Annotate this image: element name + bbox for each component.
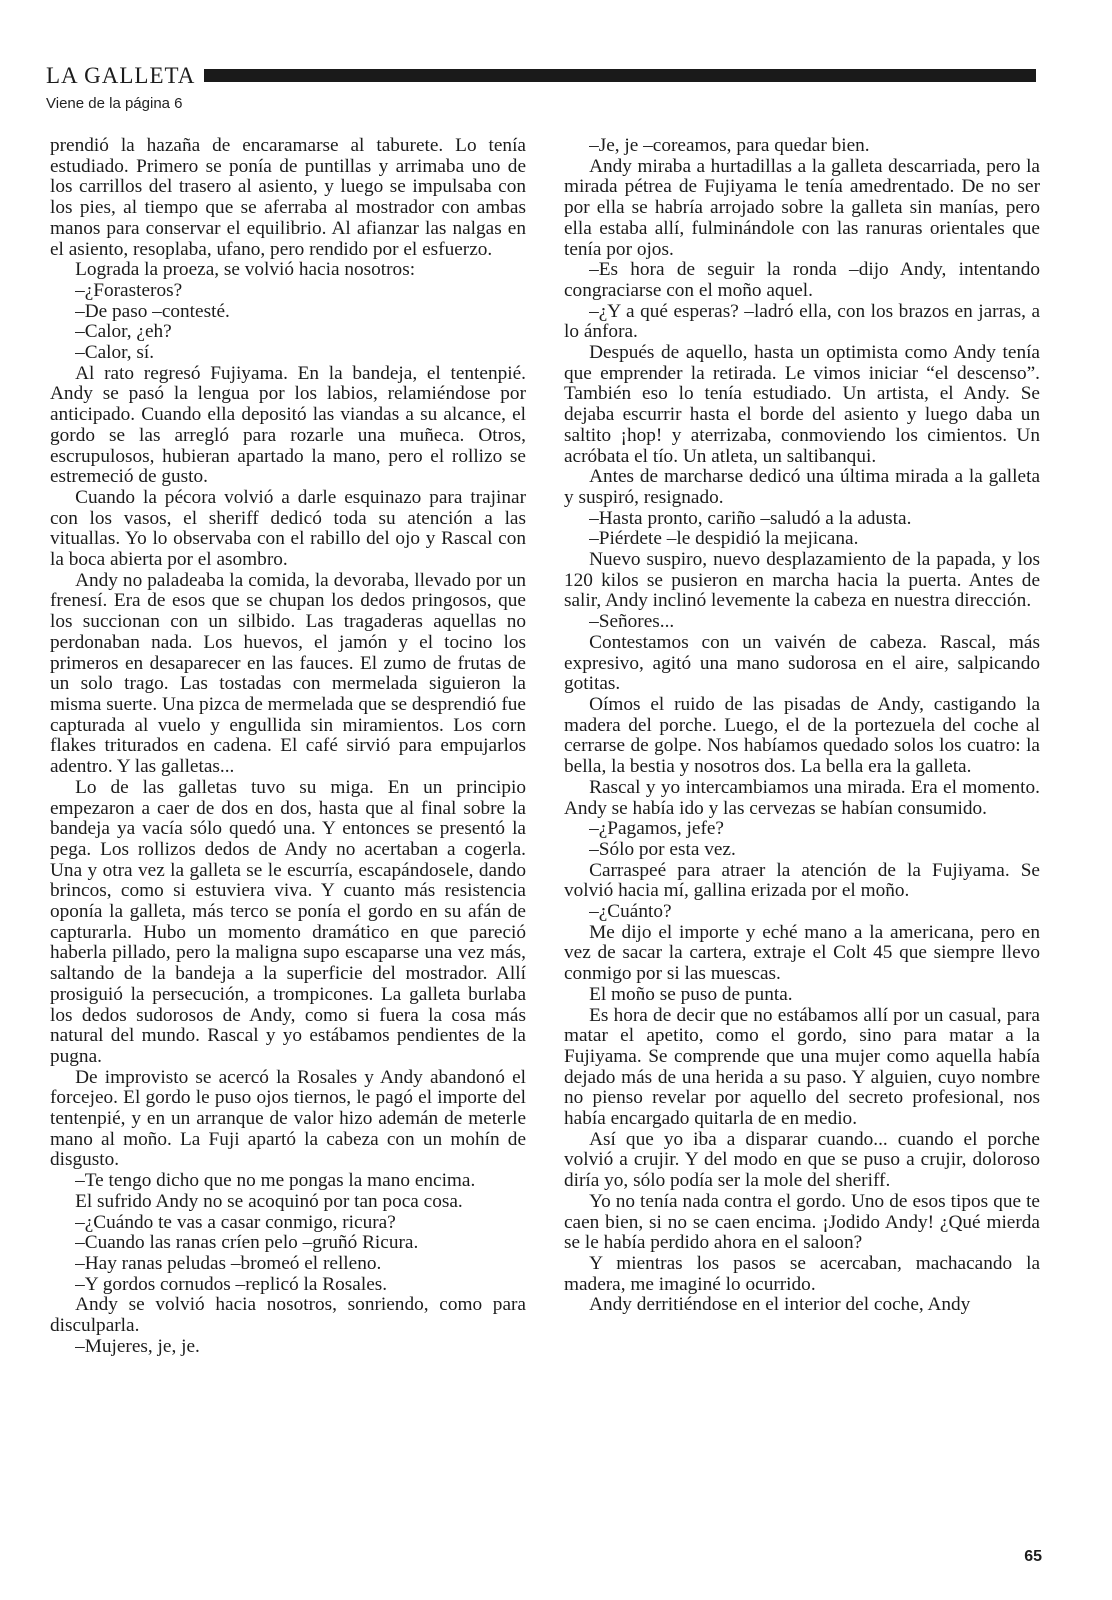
- paragraph: Cuando la pécora volvió a darle esquinazo para trajinar con los vasos, el sheriff dedicó toda su atención a las vituallas. Yo lo observaba con el rabillo del ojo y Rascal con la boca abierta por el asombro.: [50, 486, 526, 571]
- paragraph: –Piérdete –le despidió la mejicana.: [589, 528, 859, 550]
- paragraph: Después de aquello, hasta un optimista como Andy tenía que emprender la retirada. Le vimos iniciar “el descenso”. También eso lo tenía estudiado. Un artista, el Andy. Se dejaba escurrir hasta el borde del asiento y luego daba un saltito ¡hop! y aterrizaba, conmoviendo los cimientos. Un acróbata el tío. Un atleta, un saltibanqui.: [564, 342, 1040, 467]
- paragraph: Andy no paladeaba la comida, la devoraba, llevado por un frenesí. Era de esos que se chupan los dedos pringosos, que los succionan con un silbido. Las tragaderas aquellas no perdonaban nada. Los huevos, el jamón y el tocino los primeros en desaparecer en las fauces. El zumo de frutas de un solo trago. Las tostadas con mermelada siguieron la misma suerte. Una pizca de mermelada que se desprendió fue capturada al vuelo y engullida sin miramientos. Los corn flakes triturados en cadena. El café sirvió para empujarlos adentro. Y las galletas...: [50, 569, 526, 778]
- paragraph: Nuevo suspiro, nuevo desplazamiento de la papada, y los 120 kilos se pusieron en marcha hacia la puerta. Antes de salir, Andy inclinó levemente la cabeza en nuestra dirección.: [564, 549, 1040, 612]
- paragraph: –¿Cuándo te vas a casar conmigo, ricura?: [75, 1211, 396, 1233]
- paragraph: De improvisto se acercó la Rosales y Andy abandonó el forcejeo. El gordo le puso ojos tiernos, le pagó el importe del tentenpié, y en un arranque de valor hizo ademán de meterle mano al moño. La Fuji apartó la cabeza con un mohín de disgusto.: [50, 1066, 526, 1171]
- paragraph: –Mujeres, je, je.: [75, 1335, 200, 1357]
- paragraph: Contestamos con un vaivén de cabeza. Rascal, más expresivo, agitó una mano sudorosa en el aire, salpicando gotitas.: [564, 631, 1040, 695]
- paragraph: –Calor, ¿eh?: [75, 321, 172, 343]
- paragraph: Andy se volvió hacia nosotros, sonriendo, como para disculparla.: [50, 1294, 526, 1337]
- paragraph: –¿Cuánto?: [589, 901, 672, 923]
- paragraph: –¿Pagamos, jefe?: [589, 818, 724, 840]
- text-column-right: [564, 136, 1040, 1316]
- paragraph: Es hora de decir que no estábamos allí por un casual, para matar el apetito, como el gordo, sino para matar a la Fujiyama. Se comprende que una mujer como aquella había dejado más de una herida a su paso. Y alguien, cuyo nombre no pienso revelar por aquello del secreto profesional, nos había encargado quitarla de en medio.: [564, 1004, 1040, 1130]
- paragraph: Así que yo iba a disparar cuando... cuando el porche volvió a crujir. Y del modo en que se puso a crujir, doloroso diría yo, sólo podía ser la mole del sheriff.: [564, 1128, 1040, 1192]
- paragraph: –¿Forasteros?: [75, 279, 183, 301]
- paragraph: Rascal y yo intercambiamos una mirada. Era el momento. Andy se había ido y las cervezas se habían consumido.: [564, 776, 1040, 819]
- continued-from-note: Viene de la página 6: [46, 95, 183, 112]
- paragraph: Andy derritiéndose en el interior del coche, Andy: [589, 1294, 971, 1316]
- section-title: LA GALLETA: [46, 63, 196, 88]
- paragraph: –Te tengo dicho que no me pongas la mano encima.: [75, 1170, 476, 1192]
- paragraph: Oímos el ruido de las pisadas de Andy, castigando la madera del porche. Luego, el de la portezuela del coche al cerrarse de golpe. Nos habíamos quedado solos los cuatro: la bella, la bestia y nosotros dos. La bella era la galleta.: [564, 693, 1040, 778]
- paragraph: Yo no tenía nada contra el gordo. Uno de esos tipos que te caen bien, si no se caen encima. ¡Jodido Andy! ¿Qué mierda se le había perdido ahora en el saloon?: [564, 1190, 1040, 1254]
- paragraph: Me dijo el importe y eché mano a la americana, pero en vez de sacar la cartera, extraje el Colt 45 que siempre llevo conmigo por si las muescas.: [564, 921, 1040, 985]
- paragraph: Al rato regresó Fujiyama. En la bandeja, el tentenpié. Andy se pasó la lengua por los labios, relamiéndose por anticipado. Cuando ella depositó las viandas a su alcance, el gordo se las arregló para rozarle una muñeca. Otros, escrupulosos, hubieran apartado la mano, pero el rollizo se estremeció de gusto.: [50, 362, 526, 488]
- paragraph: –Es hora de seguir la ronda –dijo Andy, intentando congraciarse con el moño aquel.: [564, 259, 1040, 301]
- paragraph: Lograda la proeza, se volvió hacia nosotros:: [75, 259, 416, 281]
- paragraph: –Y gordos cornudos –replicó la Rosales.: [75, 1273, 388, 1295]
- paragraph: Antes de marcharse dedicó una última mirada a la galleta y suspiró, resignado.: [564, 466, 1040, 508]
- paragraph: prendió la hazaña de encaramarse al taburete. Lo tenía estudiado. Primero se ponía de puntillas y arrimaba uno de los carrillos del trasero al asiento, y luego se impulsaba con los pies, al tiempo que se aferraba al mostrador con ambas manos para conservar el equilibrio. Al afianzar las nalgas en el asiento, resoplaba, ufano, pero rendido por el esfuerzo.: [50, 135, 526, 260]
- paragraph: –Je, je –coreamos, para quedar bien.: [589, 135, 870, 156]
- paragraph: El sufrido Andy no se acoquinó por tan poca cosa.: [75, 1190, 463, 1212]
- paragraph: –Señores...: [589, 611, 675, 633]
- paragraph: Andy miraba a hurtadillas a la galleta descarriada, pero la mirada pétrea de Fujiyama le tenía amedrentado. De no ser por ella se habría arrojado sobre la galleta sin manías, pero ella estaba allí, fulminándole con las ranuras orientales que tenía por ojos.: [564, 155, 1040, 260]
- text-column-left: [50, 136, 526, 1357]
- paragraph: Carraspeé para atraer la atención de la Fujiyama. Se volvió hacia mí, gallina erizada por el moño.: [564, 859, 1040, 902]
- paragraph: –Hay ranas peludas –bromeó el relleno.: [75, 1252, 382, 1274]
- paragraph: Y mientras los pasos se acercaban, machacando la madera, me imaginé lo ocurrido.: [564, 1252, 1040, 1295]
- paragraph: –Calor, sí.: [75, 342, 155, 364]
- page-number: 65: [1024, 1548, 1042, 1565]
- paragraph: –¿Y a qué esperas? –ladró ella, con los brazos en jarras, a lo ánfora.: [564, 300, 1040, 343]
- paragraph: –Sólo por esta vez.: [589, 838, 736, 860]
- page-header: [46, 62, 1036, 90]
- paragraph: –Hasta pronto, cariño –saludó a la adusta.: [589, 507, 912, 529]
- paragraph: Lo de las galletas tuvo su miga. En un principio empezaron a caer de dos en dos, hasta que al final sobre la bandeja ya vacía sólo quedó una. Y entonces se presentó la pega. Los rollizos dedos de Andy no acertaban a cogerla. Una y otra vez la galleta se le escurría, escapándosele, dando brincos, como si estuviera viva. Y cuanto más resistencia oponía la galleta, más terco se ponía el gordo en su afán de capturarla. Hubo un momento dramático en que pareció haberla pillado, pero la maligna supo escaparse una vez más, saltando de la bandeja a la superficie del mostrador. Allí prosiguió la persecución, a trompicones. La galleta burlaba los dedos sudorosos de Andy, como si fuera la cosa más natural del mundo. Rascal y yo estábamos pendientes de la pugna.: [50, 776, 526, 1067]
- paragraph: –Cuando las ranas críen pelo –gruñó Ricura.: [75, 1232, 419, 1254]
- paragraph: El moño se puso de punta.: [589, 983, 793, 1005]
- paragraph: –De paso –contesté.: [75, 300, 230, 322]
- header-rule: [204, 69, 1036, 82]
